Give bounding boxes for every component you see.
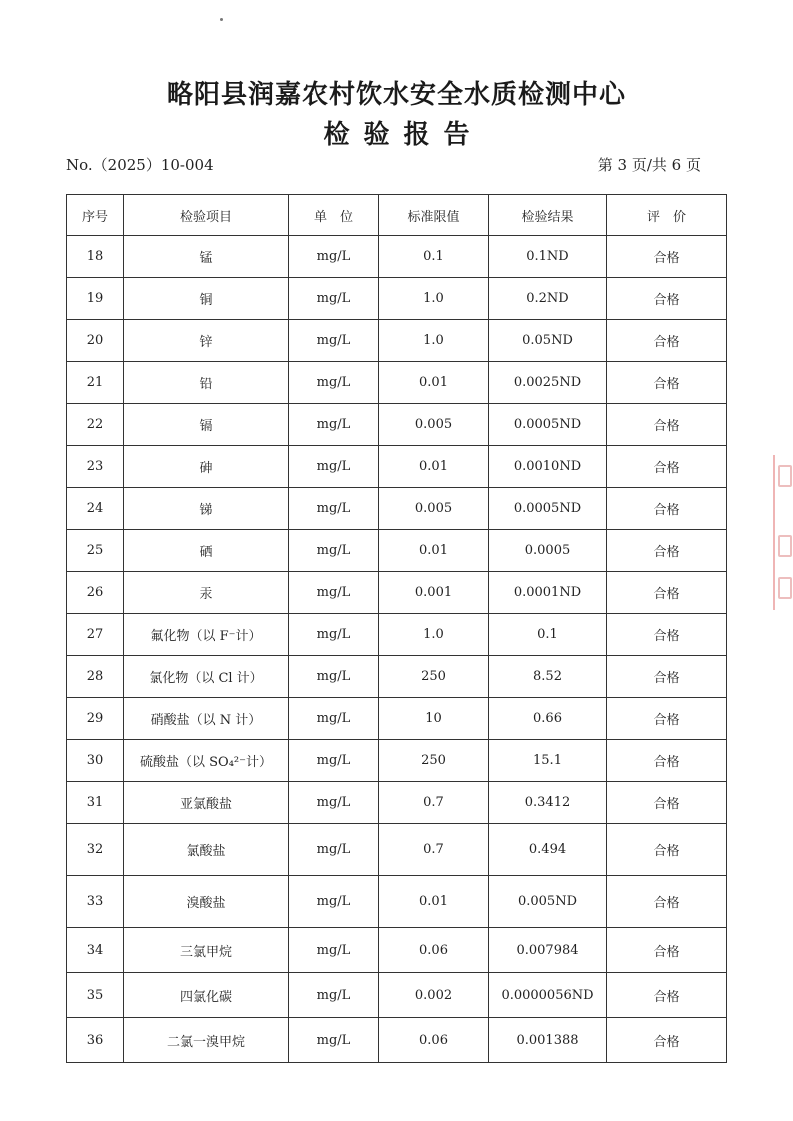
cell-no: 21 [67,362,124,404]
cell-unit: mg/L [289,320,379,362]
col-header-unit: 单 位 [289,195,379,236]
cell-unit: mg/L [289,824,379,876]
cell-unit: mg/L [289,698,379,740]
cell-no: 31 [67,782,124,824]
cell-item: 镉 [124,404,289,446]
cell-limit: 0.002 [379,973,489,1018]
cell-no: 22 [67,404,124,446]
cell-no: 36 [67,1018,124,1063]
cell-unit: mg/L [289,236,379,278]
cell-eval: 合格 [607,876,727,928]
cell-eval: 合格 [607,446,727,488]
seal-mark [778,577,792,599]
cell-item: 砷 [124,446,289,488]
cell-no: 34 [67,928,124,973]
cell-unit: mg/L [289,928,379,973]
cell-limit: 0.01 [379,876,489,928]
table-row [67,698,727,740]
cell-limit: 1.0 [379,320,489,362]
cell-result: 0.66 [489,698,607,740]
results-table [66,194,727,1063]
cell-unit: mg/L [289,530,379,572]
page-indicator: 第 3 页/共 6 页 [597,156,701,174]
cell-result: 0.05ND [489,320,607,362]
cell-result: 0.0005ND [489,404,607,446]
table-row [67,530,727,572]
cell-eval: 合格 [607,656,727,698]
cell-result: 0.005ND [489,876,607,928]
cell-unit: mg/L [289,404,379,446]
cell-limit: 10 [379,698,489,740]
table-row [67,362,727,404]
cell-item: 硫酸盐（以 SO₄²⁻计） [124,740,289,782]
table-row [67,876,727,928]
cell-unit: mg/L [289,278,379,320]
col-header-limit: 标准限值 [379,195,489,236]
cell-no: 33 [67,876,124,928]
report-number: No.（2025）10-004 [66,156,214,174]
cell-limit: 0.01 [379,446,489,488]
cell-result: 0.007984 [489,928,607,973]
cell-limit: 0.06 [379,1018,489,1063]
cell-no: 19 [67,278,124,320]
cell-eval: 合格 [607,320,727,362]
cell-item: 二氯一溴甲烷 [124,1018,289,1063]
table-row [67,824,727,876]
col-header-no: 序号 [67,195,124,236]
cell-unit: mg/L [289,614,379,656]
seal-mark [778,465,792,487]
cell-item: 铅 [124,362,289,404]
cell-no: 20 [67,320,124,362]
cell-limit: 0.01 [379,530,489,572]
cell-eval: 合格 [607,362,727,404]
cell-unit: mg/L [289,362,379,404]
cell-no: 35 [67,973,124,1018]
table-row [67,928,727,973]
cell-item: 铜 [124,278,289,320]
table-header-row [67,195,727,236]
cell-eval: 合格 [607,973,727,1018]
cell-unit: mg/L [289,446,379,488]
cell-result: 0.0005ND [489,488,607,530]
cell-eval: 合格 [607,824,727,876]
cell-limit: 0.005 [379,488,489,530]
cell-limit: 250 [379,740,489,782]
cell-eval: 合格 [607,782,727,824]
col-header-result: 检验结果 [489,195,607,236]
table-row [67,782,727,824]
table-row [67,320,727,362]
cell-limit: 0.7 [379,782,489,824]
cell-unit: mg/L [289,782,379,824]
cell-eval: 合格 [607,614,727,656]
scan-speck [220,18,223,21]
cell-limit: 0.001 [379,572,489,614]
cell-eval: 合格 [607,404,727,446]
cell-no: 28 [67,656,124,698]
cell-no: 29 [67,698,124,740]
cell-limit: 0.06 [379,928,489,973]
cell-unit: mg/L [289,1018,379,1063]
cell-result: 8.52 [489,656,607,698]
cell-no: 27 [67,614,124,656]
cell-result: 0.2ND [489,278,607,320]
cell-no: 18 [67,236,124,278]
table-row [67,740,727,782]
cell-no: 25 [67,530,124,572]
cell-item: 锑 [124,488,289,530]
cell-eval: 合格 [607,488,727,530]
cell-eval: 合格 [607,278,727,320]
cell-eval: 合格 [607,928,727,973]
cell-result: 0.1ND [489,236,607,278]
table-row [67,973,727,1018]
table-row [67,236,727,278]
cell-limit: 0.005 [379,404,489,446]
table-row [67,278,727,320]
cell-limit: 0.7 [379,824,489,876]
table-row [67,656,727,698]
cell-eval: 合格 [607,236,727,278]
cell-unit: mg/L [289,740,379,782]
cell-result: 0.494 [489,824,607,876]
cell-item: 硒 [124,530,289,572]
cell-item: 汞 [124,572,289,614]
cell-no: 32 [67,824,124,876]
cell-unit: mg/L [289,876,379,928]
table-row [67,446,727,488]
cell-item: 三氯甲烷 [124,928,289,973]
cell-item: 氟化物（以 F⁻计） [124,614,289,656]
cell-result: 0.1 [489,614,607,656]
cell-result: 0.3412 [489,782,607,824]
cell-result: 0.0005 [489,530,607,572]
cell-no: 23 [67,446,124,488]
cell-limit: 250 [379,656,489,698]
cell-unit: mg/L [289,572,379,614]
col-header-eval: 评 价 [607,195,727,236]
cell-no: 24 [67,488,124,530]
cell-result: 0.0001ND [489,572,607,614]
cell-item: 锌 [124,320,289,362]
table-row [67,404,727,446]
cell-unit: mg/L [289,488,379,530]
cell-item: 溴酸盐 [124,876,289,928]
cell-item: 氯酸盐 [124,824,289,876]
cell-limit: 1.0 [379,614,489,656]
cell-eval: 合格 [607,1018,727,1063]
cell-no: 30 [67,740,124,782]
cell-eval: 合格 [607,740,727,782]
cell-item: 亚氯酸盐 [124,782,289,824]
seal-stamp-fragment [773,455,793,610]
cell-result: 0.001388 [489,1018,607,1063]
cell-item: 四氯化碳 [124,973,289,1018]
cell-limit: 1.0 [379,278,489,320]
cell-unit: mg/L [289,656,379,698]
cell-limit: 0.1 [379,236,489,278]
table-row [67,1018,727,1063]
cell-item: 硝酸盐（以 N 计） [124,698,289,740]
report-subtitle: 检验报告 [323,120,484,150]
cell-eval: 合格 [607,530,727,572]
table-row [67,488,727,530]
cell-item: 氯化物（以 Cl 计） [124,656,289,698]
cell-result: 0.0000056ND [489,973,607,1018]
cell-unit: mg/L [289,973,379,1018]
col-header-item: 检验项目 [124,195,289,236]
table-row [67,614,727,656]
report-title: 略阳县润嘉农村饮水安全水质检测中心 [166,80,626,110]
cell-result: 0.0025ND [489,362,607,404]
seal-mark [778,535,792,557]
table-row [67,572,727,614]
cell-result: 15.1 [489,740,607,782]
cell-no: 26 [67,572,124,614]
cell-eval: 合格 [607,698,727,740]
cell-result: 0.0010ND [489,446,607,488]
cell-item: 锰 [124,236,289,278]
cell-eval: 合格 [607,572,727,614]
cell-limit: 0.01 [379,362,489,404]
